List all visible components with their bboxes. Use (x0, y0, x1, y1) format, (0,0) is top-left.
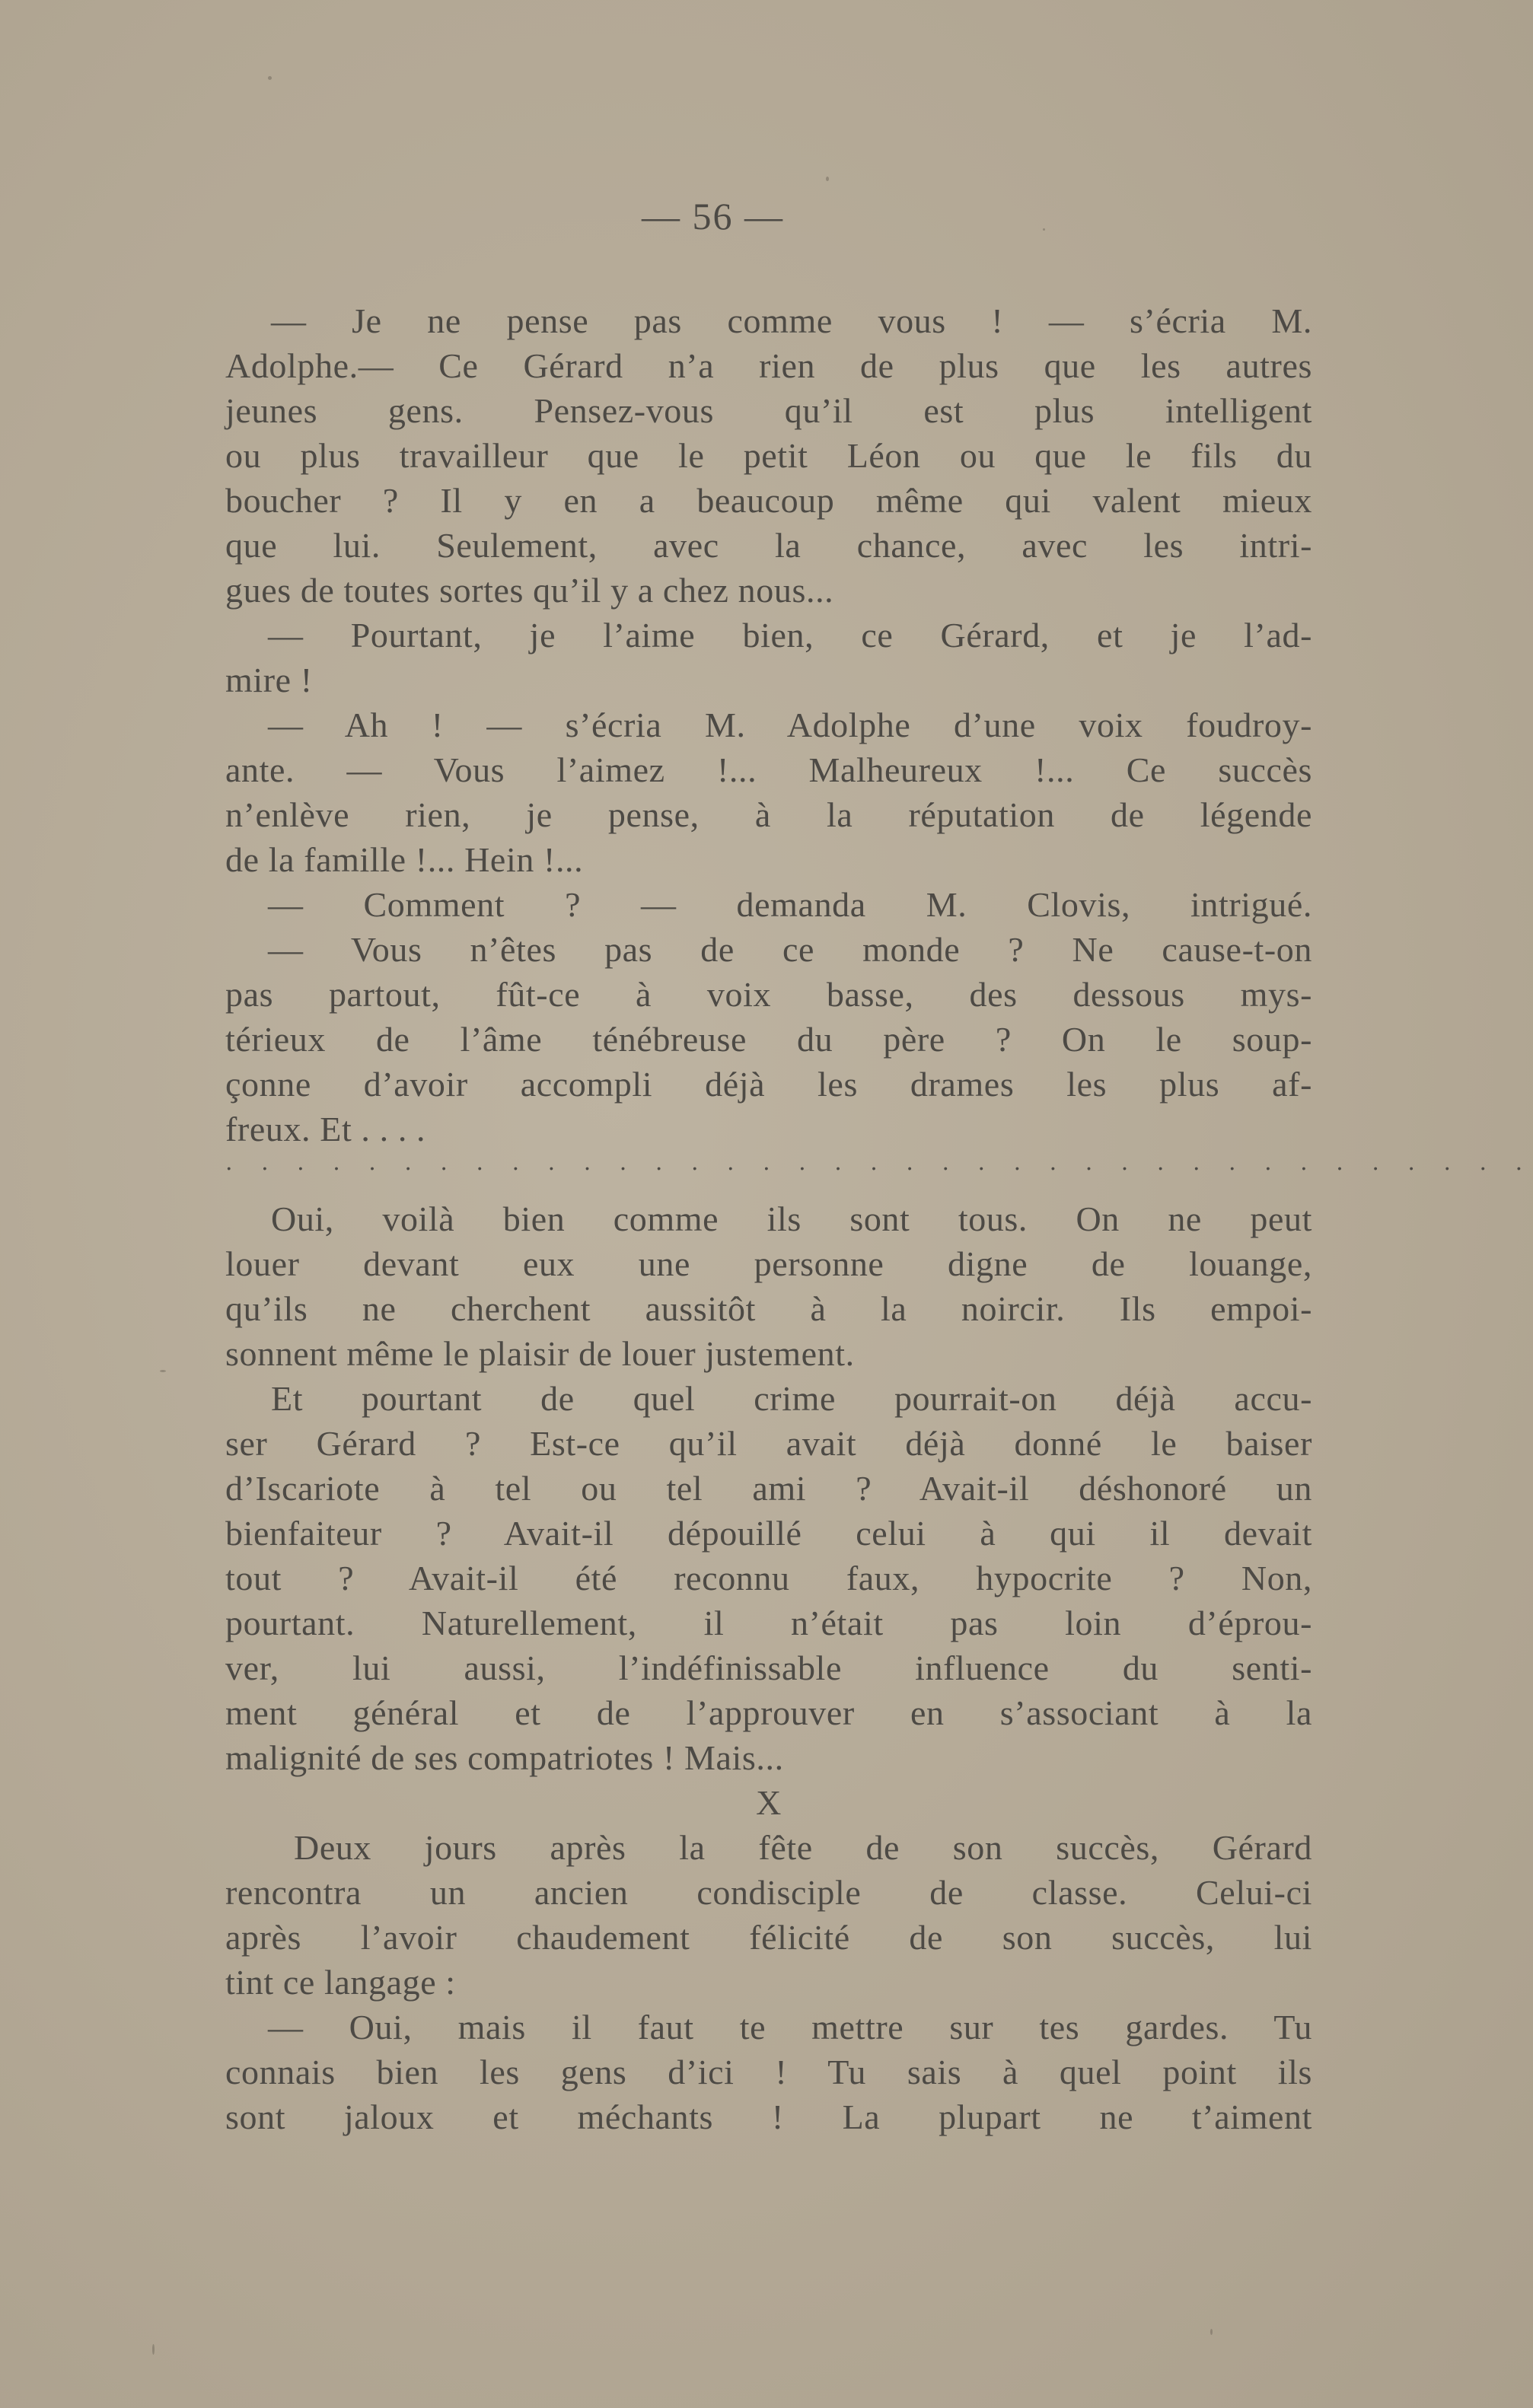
text-line: ou plus travailleur que le petit Léon ou que le fils du (225, 436, 1312, 475)
text-line: Deux jours après la fête de son succès, Gérard (294, 1828, 1312, 1867)
text-line: Oui, voilà bien comme ils sont tous. On ne peut (271, 1199, 1312, 1238)
text-line: freux. Et . . . . (225, 1110, 426, 1148)
paper-speck (826, 177, 829, 181)
text-line: ment général et de l’approuver en s’associant à la (225, 1693, 1312, 1732)
text-line: térieux de l’âme ténébreuse du père ? On le soup- (225, 1020, 1312, 1059)
text-line: Et pourtant de quel crime pourrait-on déjà accu- (271, 1379, 1312, 1418)
text-line: sont jaloux et méchants ! La plupart ne t’aiment (225, 2097, 1312, 2136)
text-line: sonnent même le plaisir de louer justement. (225, 1334, 855, 1373)
text-line: tout ? Avait-il été reconnu faux, hypocrite ? Non, (225, 1559, 1312, 1597)
paper-speck (160, 1370, 166, 1372)
text-line: Adolphe.— Ce Gérard n’a rien de plus que les autres (225, 346, 1312, 385)
text-line: ante. — Vous l’aimez !... Malheureux !... Ce succès (225, 750, 1312, 789)
text-line: pas partout, fût-ce à voix basse, des dessous mys- (225, 975, 1312, 1014)
ellipsis-divider: . . . . . . . . . . . . . . . . . . . . . . . . . . . . . . . . . . . . . (225, 1149, 1533, 1176)
text-line: d’Iscariote à tel ou tel ami ? Avait-il déshonoré un (225, 1469, 1312, 1508)
text-line: — Pourtant, je l’aime bien, ce Gérard, et je l’ad- (268, 616, 1312, 655)
paper-speck (1210, 2329, 1213, 2335)
text-line: que lui. Seulement, avec la chance, avec les intri- (225, 526, 1312, 565)
text-line: rencontra un ancien condisciple de classe. Celui-ci (225, 1873, 1312, 1912)
text-line: — Je ne pense pas comme vous ! — s’écria M. (271, 301, 1312, 340)
text-line: n’enlève rien, je pense, à la réputation de légende (225, 795, 1312, 834)
text-line: bienfaiteur ? Avait-il dépouillé celui à qui il devait (225, 1514, 1312, 1553)
text-line: malignité de ses compatriotes ! Mais... (225, 1738, 784, 1777)
text-line: connais bien les gens d’ici ! Tu sais à quel point ils (225, 2053, 1312, 2091)
text-line: louer devant eux une personne digne de louange, (225, 1244, 1312, 1283)
text-line: jeunes gens. Pensez-vous qu’il est plus intelligent (225, 391, 1312, 430)
text-line: ser Gérard ? Est-ce qu’il avait déjà donné le baiser (225, 1424, 1312, 1463)
chapter-heading: X (756, 1783, 782, 1822)
text-line: gues de toutes sortes qu’il y a chez nous... (225, 571, 834, 610)
text-line: mire ! (225, 661, 313, 699)
text-line: çonne d’avoir accompli déjà les drames les plus af- (225, 1065, 1312, 1104)
paper-speck (152, 2344, 155, 2355)
text-line: — Comment ? — demanda M. Clovis, intrigué. (268, 885, 1312, 924)
text-line: de la famille !... Hein !... (225, 840, 584, 879)
body-text (225, 298, 1533, 2139)
text-line: boucher ? Il y en a beaucoup même qui valent mieux (225, 481, 1312, 520)
text-line: tint ce langage : (225, 1963, 456, 2002)
text-line: — Oui, mais il faut te mettre sur tes gardes. Tu (268, 2008, 1312, 2046)
text-line: — Ah ! — s’écria M. Adolphe d’une voix foudroy- (268, 706, 1312, 744)
text-line: après l’avoir chaudement félicité de son succès, lui (225, 1918, 1312, 1957)
paper-speck (1043, 228, 1045, 231)
text-line: qu’ils ne cherchent aussitôt à la noircir. Ils empoi- (225, 1289, 1312, 1328)
text-line: ver, lui aussi, l’indéfinissable influence du senti- (225, 1648, 1312, 1687)
text-line: pourtant. Naturellement, il n’était pas loin d’éprou- (225, 1604, 1312, 1642)
text-line: — Vous n’êtes pas de ce monde ? Ne cause-t-on (268, 930, 1312, 969)
paper-speck (268, 76, 272, 80)
page-number: — 56 — (642, 195, 784, 237)
